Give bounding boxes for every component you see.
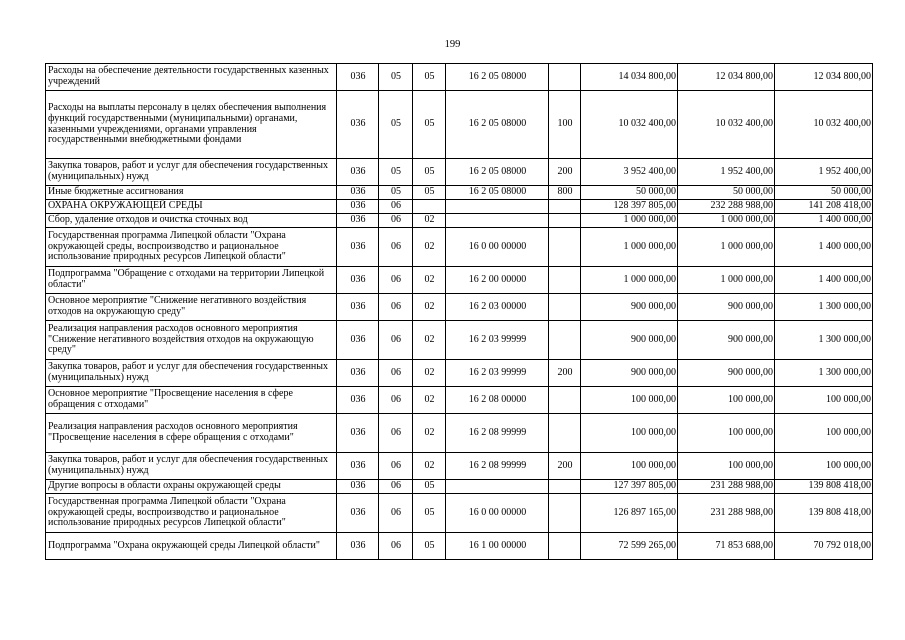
amount-year-3: 1 400 000,00 xyxy=(775,214,873,228)
row-name: Иные бюджетные ассигнования xyxy=(46,186,337,200)
table-row xyxy=(46,387,873,414)
amount-year-1: 1 000 000,00 xyxy=(581,214,678,228)
section-code: 05 xyxy=(379,186,413,200)
expense-type-code xyxy=(549,387,581,414)
amount-year-2: 100 000,00 xyxy=(678,453,775,480)
amount-year-3: 50 000,00 xyxy=(775,186,873,200)
target-article-code: 16 0 00 00000 xyxy=(446,494,549,533)
ministry-code: 036 xyxy=(337,159,379,186)
amount-year-3: 100 000,00 xyxy=(775,453,873,480)
amount-year-1: 14 034 800,00 xyxy=(581,64,678,91)
expense-type-code: 200 xyxy=(549,360,581,387)
target-article-code: 16 2 05 08000 xyxy=(446,159,549,186)
amount-year-1: 10 032 400,00 xyxy=(581,91,678,159)
amount-year-1: 100 000,00 xyxy=(581,387,678,414)
amount-year-1: 100 000,00 xyxy=(581,414,678,453)
amount-year-1: 1 000 000,00 xyxy=(581,228,678,267)
amount-year-2: 12 034 800,00 xyxy=(678,64,775,91)
amount-year-2: 900 000,00 xyxy=(678,360,775,387)
table-row xyxy=(46,64,873,91)
amount-year-1: 900 000,00 xyxy=(581,360,678,387)
table-row xyxy=(46,228,873,267)
target-article-code: 16 2 03 00000 xyxy=(446,294,549,321)
row-name: Реализация направления расходов основного мероприятия "Просвещение населения в сфере обращения с отходами" xyxy=(46,414,337,453)
table-row xyxy=(46,494,873,533)
amount-year-1: 1 000 000,00 xyxy=(581,267,678,294)
amount-year-3: 100 000,00 xyxy=(775,414,873,453)
amount-year-2: 232 288 988,00 xyxy=(678,200,775,214)
expense-type-code xyxy=(549,200,581,214)
section-code: 06 xyxy=(379,294,413,321)
expense-type-code: 800 xyxy=(549,186,581,200)
target-article-code: 16 2 05 08000 xyxy=(446,91,549,159)
amount-year-2: 231 288 988,00 xyxy=(678,494,775,533)
table-row xyxy=(46,267,873,294)
table-row xyxy=(46,186,873,200)
amount-year-1: 72 599 265,00 xyxy=(581,533,678,560)
amount-year-1: 128 397 805,00 xyxy=(581,200,678,214)
section-code: 05 xyxy=(379,91,413,159)
target-article-code: 16 2 05 08000 xyxy=(446,64,549,91)
row-name: Государственная программа Липецкой области "Охрана окружающей среды, воспроизводство и рациональное использование природных ресурсов Липецкой области" xyxy=(46,494,337,533)
table-row xyxy=(46,91,873,159)
section-code: 06 xyxy=(379,533,413,560)
expense-type-code xyxy=(549,480,581,494)
subsection-code: 02 xyxy=(413,360,446,387)
ministry-code: 036 xyxy=(337,494,379,533)
ministry-code: 036 xyxy=(337,200,379,214)
target-article-code: 16 0 00 00000 xyxy=(446,228,549,267)
ministry-code: 036 xyxy=(337,91,379,159)
section-code: 06 xyxy=(379,267,413,294)
table-row xyxy=(46,533,873,560)
amount-year-3: 139 808 418,00 xyxy=(775,480,873,494)
amount-year-1: 126 897 165,00 xyxy=(581,494,678,533)
row-name: Сбор, удаление отходов и очистка сточных вод xyxy=(46,214,337,228)
amount-year-3: 1 300 000,00 xyxy=(775,294,873,321)
row-name: Закупка товаров, работ и услуг для обеспечения государственных (муниципальных) нужд xyxy=(46,360,337,387)
expense-type-code xyxy=(549,533,581,560)
subsection-code: 02 xyxy=(413,267,446,294)
amount-year-2: 1 000 000,00 xyxy=(678,228,775,267)
ministry-code: 036 xyxy=(337,186,379,200)
ministry-code: 036 xyxy=(337,321,379,360)
row-name: ОХРАНА ОКРУЖАЮЩЕЙ СРЕДЫ xyxy=(46,200,337,214)
section-code: 06 xyxy=(379,214,413,228)
target-article-code xyxy=(446,200,549,214)
table-row xyxy=(46,214,873,228)
amount-year-1: 100 000,00 xyxy=(581,453,678,480)
amount-year-2: 50 000,00 xyxy=(678,186,775,200)
expense-type-code: 200 xyxy=(549,159,581,186)
amount-year-1: 127 397 805,00 xyxy=(581,480,678,494)
target-article-code: 16 1 00 00000 xyxy=(446,533,549,560)
table-row xyxy=(46,294,873,321)
target-article-code xyxy=(446,214,549,228)
ministry-code: 036 xyxy=(337,228,379,267)
subsection-code: 02 xyxy=(413,294,446,321)
row-name: Расходы на выплаты персоналу в целях обеспечения выполнения функций государственными (муниципальными) органами, казенными учреждениями, органами управления государственными внебюджетными фондами xyxy=(46,91,337,159)
ministry-code: 036 xyxy=(337,533,379,560)
expense-type-code xyxy=(549,294,581,321)
subsection-code: 05 xyxy=(413,533,446,560)
row-name: Основное мероприятие "Просвещение населения в сфере обращения с отходами" xyxy=(46,387,337,414)
budget-table xyxy=(45,63,873,560)
row-name: Основное мероприятие "Снижение негативного воздействия отходов на окружающую среду" xyxy=(46,294,337,321)
row-name: Закупка товаров, работ и услуг для обеспечения государственных (муниципальных) нужд xyxy=(46,453,337,480)
section-code: 06 xyxy=(379,414,413,453)
section-code: 06 xyxy=(379,387,413,414)
amount-year-2: 231 288 988,00 xyxy=(678,480,775,494)
amount-year-1: 50 000,00 xyxy=(581,186,678,200)
subsection-code: 05 xyxy=(413,64,446,91)
amount-year-3: 1 952 400,00 xyxy=(775,159,873,186)
expense-type-code xyxy=(549,214,581,228)
section-code: 05 xyxy=(379,64,413,91)
table-row xyxy=(46,200,873,214)
section-code: 06 xyxy=(379,228,413,267)
amount-year-3: 1 400 000,00 xyxy=(775,267,873,294)
ministry-code: 036 xyxy=(337,360,379,387)
ministry-code: 036 xyxy=(337,480,379,494)
amount-year-2: 10 032 400,00 xyxy=(678,91,775,159)
amount-year-3: 1 300 000,00 xyxy=(775,321,873,360)
subsection-code: 05 xyxy=(413,186,446,200)
target-article-code: 16 2 05 08000 xyxy=(446,186,549,200)
section-code: 06 xyxy=(379,200,413,214)
subsection-code: 02 xyxy=(413,321,446,360)
subsection-code: 02 xyxy=(413,414,446,453)
table-row xyxy=(46,453,873,480)
amount-year-1: 3 952 400,00 xyxy=(581,159,678,186)
amount-year-2: 1 952 400,00 xyxy=(678,159,775,186)
expense-type-code xyxy=(549,64,581,91)
subsection-code: 05 xyxy=(413,480,446,494)
target-article-code: 16 2 08 99999 xyxy=(446,414,549,453)
table-row xyxy=(46,159,873,186)
target-article-code: 16 2 08 00000 xyxy=(446,387,549,414)
section-code: 06 xyxy=(379,480,413,494)
subsection-code: 02 xyxy=(413,228,446,267)
subsection-code xyxy=(413,200,446,214)
section-code: 06 xyxy=(379,321,413,360)
amount-year-2: 900 000,00 xyxy=(678,321,775,360)
page-number: 199 xyxy=(444,39,461,50)
table-row xyxy=(46,321,873,360)
amount-year-3: 12 034 800,00 xyxy=(775,64,873,91)
subsection-code: 02 xyxy=(413,214,446,228)
ministry-code: 036 xyxy=(337,414,379,453)
target-article-code: 16 2 00 00000 xyxy=(446,267,549,294)
amount-year-2: 900 000,00 xyxy=(678,294,775,321)
ministry-code: 036 xyxy=(337,453,379,480)
table-row xyxy=(46,414,873,453)
amount-year-3: 10 032 400,00 xyxy=(775,91,873,159)
expense-type-code xyxy=(549,494,581,533)
ministry-code: 036 xyxy=(337,64,379,91)
expense-type-code: 100 xyxy=(549,91,581,159)
ministry-code: 036 xyxy=(337,267,379,294)
amount-year-2: 71 853 688,00 xyxy=(678,533,775,560)
amount-year-3: 70 792 018,00 xyxy=(775,533,873,560)
amount-year-3: 1 300 000,00 xyxy=(775,360,873,387)
row-name: Государственная программа Липецкой области "Охрана окружающей среды, воспроизводство и рациональное использование природных ресурсов Липецкой области" xyxy=(46,228,337,267)
row-name: Другие вопросы в области охраны окружающей среды xyxy=(46,480,337,494)
row-name: Закупка товаров, работ и услуг для обеспечения государственных (муниципальных) нужд xyxy=(46,159,337,186)
subsection-code: 05 xyxy=(413,494,446,533)
amount-year-1: 900 000,00 xyxy=(581,321,678,360)
row-name: Подпрограмма "Охрана окружающей среды Липецкой области" xyxy=(46,533,337,560)
section-code: 06 xyxy=(379,453,413,480)
expense-type-code xyxy=(549,228,581,267)
expense-type-code xyxy=(549,267,581,294)
row-name: Подпрограмма "Обращение с отходами на территории Липецкой области" xyxy=(46,267,337,294)
amount-year-3: 100 000,00 xyxy=(775,387,873,414)
section-code: 05 xyxy=(379,159,413,186)
ministry-code: 036 xyxy=(337,387,379,414)
expense-type-code xyxy=(549,414,581,453)
subsection-code: 02 xyxy=(413,387,446,414)
amount-year-2: 1 000 000,00 xyxy=(678,214,775,228)
subsection-code: 05 xyxy=(413,91,446,159)
target-article-code: 16 2 03 99999 xyxy=(446,321,549,360)
amount-year-2: 100 000,00 xyxy=(678,387,775,414)
amount-year-2: 100 000,00 xyxy=(678,414,775,453)
amount-year-2: 1 000 000,00 xyxy=(678,267,775,294)
amount-year-3: 141 208 418,00 xyxy=(775,200,873,214)
table-row xyxy=(46,360,873,387)
target-article-code xyxy=(446,480,549,494)
expense-type-code xyxy=(549,321,581,360)
target-article-code: 16 2 08 99999 xyxy=(446,453,549,480)
amount-year-1: 900 000,00 xyxy=(581,294,678,321)
amount-year-3: 139 808 418,00 xyxy=(775,494,873,533)
section-code: 06 xyxy=(379,494,413,533)
row-name: Расходы на обеспечение деятельности государственных казенных учреждений xyxy=(46,64,337,91)
row-name: Реализация направления расходов основного мероприятия "Снижение негативного воздействия отходов на окружающую среду" xyxy=(46,321,337,360)
ministry-code: 036 xyxy=(337,294,379,321)
section-code: 06 xyxy=(379,360,413,387)
ministry-code: 036 xyxy=(337,214,379,228)
subsection-code: 02 xyxy=(413,453,446,480)
target-article-code: 16 2 03 99999 xyxy=(446,360,549,387)
expense-type-code: 200 xyxy=(549,453,581,480)
subsection-code: 05 xyxy=(413,159,446,186)
table-row xyxy=(46,480,873,494)
amount-year-3: 1 400 000,00 xyxy=(775,228,873,267)
